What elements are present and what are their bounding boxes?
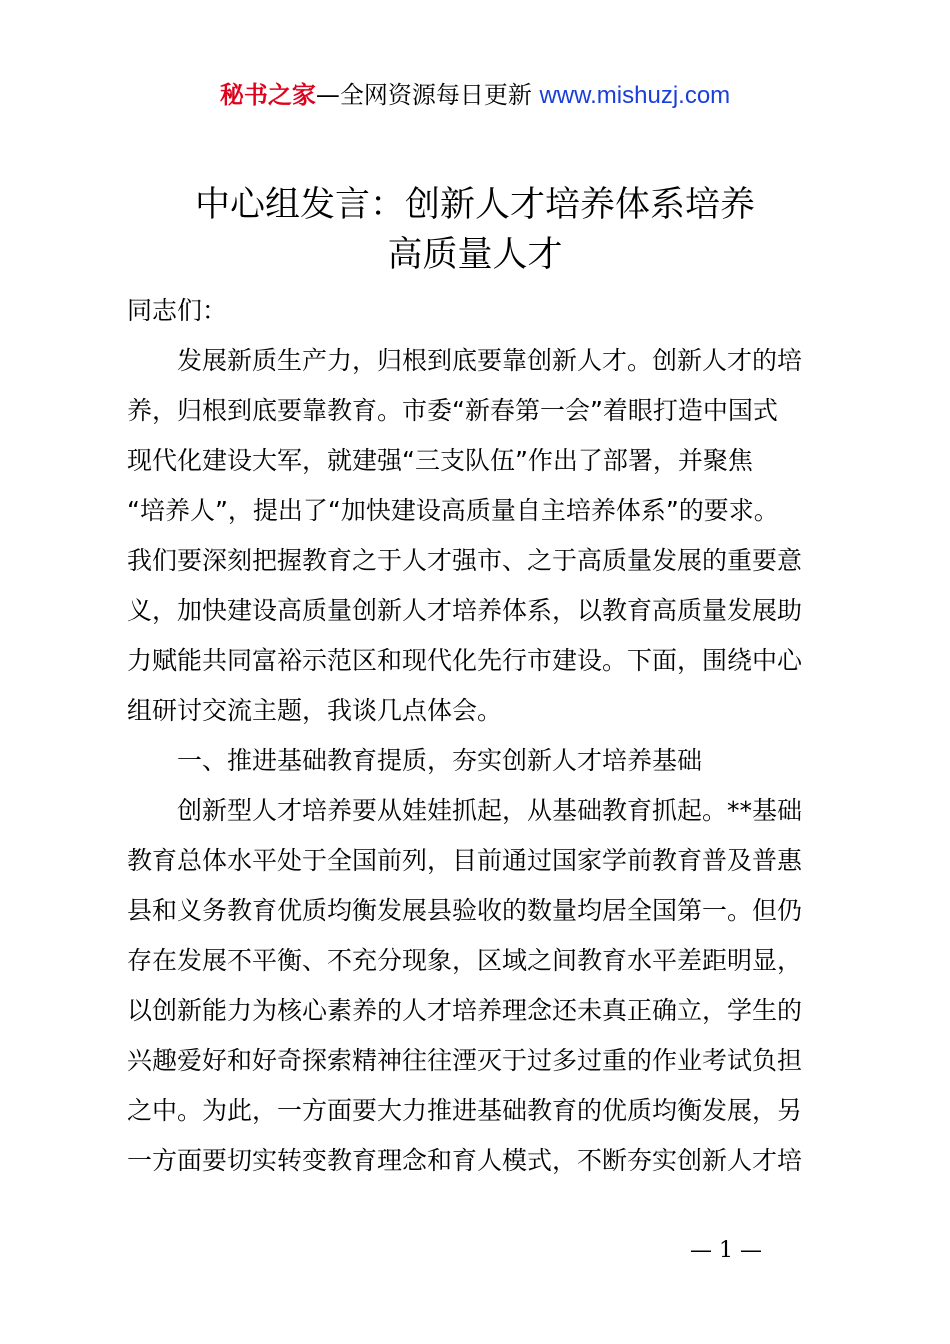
site-url[interactable]: www.mishuzj.com (539, 82, 731, 109)
document-body (127, 286, 847, 1186)
paragraph-line: 养，归根到底要靠教育。市委“新春第一会”着眼打造中国式 (127, 396, 778, 425)
paragraph-line: 一方面要切实转变教育理念和育人模式，不断夯实创新人才培 (127, 1146, 803, 1175)
page-number: — 1 — (690, 1238, 762, 1263)
paragraph-line: 县和义务教育优质均衡发展县验收的数量均居全国第一。但仍 (127, 896, 803, 925)
paragraph-line: 义，加快建设高质量创新人才培养体系，以教育高质量发展助 (127, 596, 803, 625)
site-tagline: —全网资源每日更新 (315, 81, 540, 109)
title-line-1: 中心组发言：创新人才培养体系培养 (194, 185, 755, 225)
paragraph-line: “培养人”，提出了“加快建设高质量自主培养体系”的要求。 (127, 496, 779, 525)
paragraph-line: 以创新能力为核心素养的人才培养理念还未真正确立，学生的 (127, 996, 803, 1025)
paragraph-line: 现代化建设大军，就建强“三支队伍”作出了部署，并聚焦 (127, 446, 753, 475)
paragraph-line: 创新型人才培养要从娃娃抓起，从基础教育抓起。**基础 (177, 796, 803, 825)
paragraph-line: 组研讨交流主题，我谈几点体会。 (127, 696, 503, 725)
document-title (0, 180, 950, 280)
salutation: 同志们： (127, 296, 228, 325)
title-line-2: 高质量人才 (387, 235, 563, 275)
section-heading: 一、推进基础教育提质，夯实创新人才培养基础 (177, 746, 703, 775)
paragraph-line: 教育总体水平处于全国前列，目前通过国家学前教育普及普惠 (127, 846, 803, 875)
site-header (0, 78, 950, 113)
paragraph-line: 兴趣爱好和好奇探索精神往往湮灭于过多过重的作业考试负担 (127, 1046, 803, 1075)
paragraph-line: 我们要深刻把握教育之于人才强市、之于高质量发展的重要意 (127, 546, 803, 575)
site-brand: 秘书之家 (219, 81, 316, 109)
paragraph-line: 存在发展不平衡、不充分现象，区域之间教育水平差距明显， (127, 946, 803, 975)
paragraph-line: 之中。为此，一方面要大力推进基础教育的优质均衡发展，另 (127, 1096, 803, 1125)
paragraph-line: 力赋能共同富裕示范区和现代化先行市建设。下面，围绕中心 (127, 646, 803, 675)
paragraph-line: 发展新质生产力，归根到底要靠创新人才。创新人才的培 (177, 346, 803, 375)
